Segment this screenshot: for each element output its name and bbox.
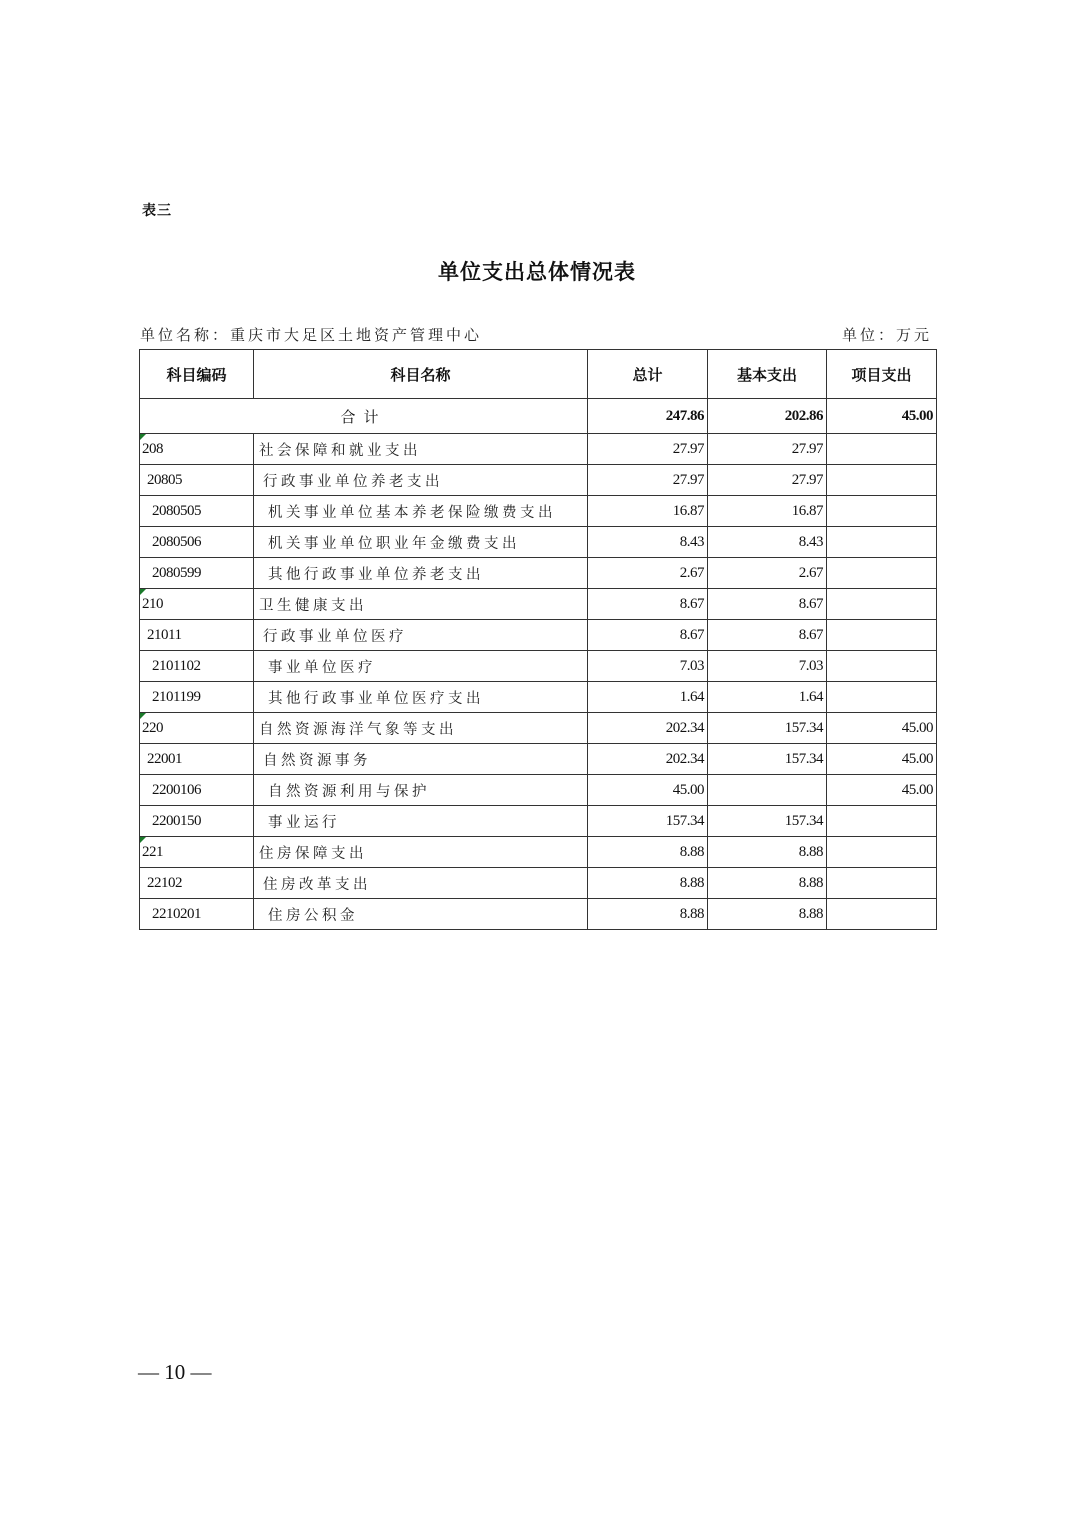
table-row <box>140 868 937 899</box>
basic-expenditure-cell <box>708 496 827 527</box>
subject-name-cell <box>254 465 588 496</box>
basic-expenditure-cell-text: 8.88 <box>798 874 823 891</box>
cell-comment-marker <box>140 713 146 719</box>
basic-expenditure-cell <box>708 527 827 558</box>
subject-code-cell <box>140 868 254 899</box>
total-label: 合计 <box>140 399 588 434</box>
subject-name-cell-text: 行政事业单位养老支出 <box>263 473 443 490</box>
page-number: — 10 — <box>138 1360 212 1384</box>
subject-name-cell-text: 自然资源事务 <box>263 752 371 769</box>
subject-code-cell <box>140 465 254 496</box>
total-cell-text: 7.03 <box>679 657 704 674</box>
subject-code-cell <box>140 713 254 744</box>
table-row <box>140 806 937 837</box>
header-project-expenditure: 项目支出 <box>827 350 937 399</box>
subject-name-cell-text: 机关事业单位职业年金缴费支出 <box>268 535 520 552</box>
subject-code-cell <box>140 527 254 558</box>
total-row <box>140 399 937 434</box>
table-number-label: 表三 <box>142 203 172 219</box>
project-expenditure-cell <box>827 744 937 775</box>
project-expenditure-cell-text: 45.00 <box>901 781 933 798</box>
subject-name-cell <box>254 589 588 620</box>
subject-name-cell <box>254 620 588 651</box>
subject-name-cell-text: 自然资源海洋气象等支出 <box>259 721 457 738</box>
subject-code-cell <box>140 651 254 682</box>
total-cell <box>588 589 708 620</box>
total-project-cell: 45.00 <box>827 399 937 434</box>
basic-expenditure-cell-text: 8.67 <box>798 626 823 643</box>
total-cell-text: 202.34 <box>665 719 704 736</box>
basic-expenditure-cell <box>708 806 827 837</box>
project-expenditure-cell <box>827 589 937 620</box>
subject-code-cell <box>140 620 254 651</box>
project-expenditure-cell <box>827 620 937 651</box>
subject-code-cell-text: 22001 <box>147 750 182 767</box>
table-row <box>140 465 937 496</box>
project-expenditure-cell-text: 45.00 <box>901 750 933 767</box>
total-cell <box>588 465 708 496</box>
basic-expenditure-cell <box>708 434 827 465</box>
total-cell-text: 8.67 <box>679 595 704 612</box>
total-cell-text: 8.88 <box>679 843 704 860</box>
subject-name-cell <box>254 682 588 713</box>
basic-expenditure-cell-text: 27.97 <box>791 471 823 488</box>
subject-name-cell <box>254 527 588 558</box>
project-expenditure-cell <box>827 899 937 930</box>
table-row <box>140 775 937 806</box>
subject-code-cell <box>140 496 254 527</box>
unit-name-text: 单位名称：重庆市大足区土地资产管理中心 <box>140 326 483 344</box>
project-expenditure-cell <box>827 465 937 496</box>
subject-code-cell-text: 20805 <box>147 471 182 488</box>
basic-expenditure-cell <box>708 744 827 775</box>
subject-name-cell <box>254 837 588 868</box>
project-expenditure-cell <box>827 682 937 713</box>
subject-name-cell-text: 住房改革支出 <box>263 876 371 893</box>
basic-expenditure-cell <box>708 682 827 713</box>
table-row <box>140 682 937 713</box>
subject-code-cell <box>140 837 254 868</box>
subject-name-cell <box>254 558 588 589</box>
table-row <box>140 651 937 682</box>
project-expenditure-cell <box>827 868 937 899</box>
subject-name-cell <box>254 434 588 465</box>
basic-expenditure-cell <box>708 465 827 496</box>
table-row <box>140 837 937 868</box>
basic-expenditure-cell-text: 157.34 <box>784 719 823 736</box>
total-cell <box>588 713 708 744</box>
subject-code-cell-text: 221 <box>142 843 163 860</box>
subject-name-cell <box>254 713 588 744</box>
basic-expenditure-cell-text: 8.67 <box>798 595 823 612</box>
basic-expenditure-cell <box>708 868 827 899</box>
total-cell-text: 8.43 <box>679 533 704 550</box>
total-cell <box>588 682 708 713</box>
table-row <box>140 527 937 558</box>
total-cell <box>588 837 708 868</box>
table-row <box>140 620 937 651</box>
project-expenditure-cell <box>827 775 937 806</box>
project-expenditure-cell <box>827 434 937 465</box>
subject-code-cell <box>140 682 254 713</box>
total-cell-text: 27.97 <box>672 471 704 488</box>
subject-code-cell <box>140 589 254 620</box>
basic-expenditure-cell-text: 8.88 <box>798 843 823 860</box>
subject-code-cell <box>140 899 254 930</box>
total-cell-text: 202.34 <box>665 750 704 767</box>
project-expenditure-cell <box>827 713 937 744</box>
basic-expenditure-cell <box>708 899 827 930</box>
basic-expenditure-cell-text: 8.43 <box>798 533 823 550</box>
subject-name-cell-text: 卫生健康支出 <box>259 597 367 614</box>
subject-code-cell-text: 2080505 <box>152 502 201 519</box>
basic-expenditure-cell-text: 1.64 <box>798 688 823 705</box>
basic-expenditure-cell <box>708 837 827 868</box>
total-cell <box>588 744 708 775</box>
basic-expenditure-cell-text: 2.67 <box>798 564 823 581</box>
total-cell <box>588 558 708 589</box>
total-cell-text: 27.97 <box>672 440 704 457</box>
total-cell-text: 2.67 <box>679 564 704 581</box>
table-row <box>140 434 937 465</box>
currency-unit-text: 单位：万元 <box>841 326 932 344</box>
basic-expenditure-cell-text: 16.87 <box>791 502 823 519</box>
subject-name-cell-text: 行政事业单位医疗 <box>263 628 407 645</box>
table-header-row <box>140 350 937 399</box>
subject-name-cell-text: 机关事业单位基本养老保险缴费支出 <box>268 504 556 521</box>
basic-expenditure-cell-text: 7.03 <box>798 657 823 674</box>
subject-name-cell <box>254 496 588 527</box>
total-cell-text: 16.87 <box>672 502 704 519</box>
total-cell <box>588 527 708 558</box>
subject-code-cell-text: 22102 <box>147 874 182 891</box>
total-cell-text: 8.67 <box>679 626 704 643</box>
subject-code-cell-text: 21011 <box>147 626 182 643</box>
subject-code-cell-text: 2101199 <box>152 688 201 705</box>
subject-code-cell <box>140 806 254 837</box>
subject-code-cell-text: 2080506 <box>152 533 201 550</box>
subject-code-cell-text: 210 <box>142 595 163 612</box>
total-cell <box>588 806 708 837</box>
total-cell-text: 157.34 <box>665 812 704 829</box>
subject-code-cell-text: 2080599 <box>152 564 201 581</box>
project-expenditure-cell <box>827 496 937 527</box>
total-basic-cell: 202.86 <box>708 399 827 434</box>
project-expenditure-cell <box>827 837 937 868</box>
total-cell-text: 8.88 <box>679 874 704 891</box>
subject-name-cell <box>254 744 588 775</box>
subject-name-cell-text: 事业运行 <box>268 814 340 831</box>
header-subject-code: 科目编码 <box>140 350 254 399</box>
basic-expenditure-cell <box>708 558 827 589</box>
project-expenditure-cell <box>827 558 937 589</box>
total-cell <box>588 651 708 682</box>
project-expenditure-cell <box>827 527 937 558</box>
expense-summary-table <box>139 349 937 930</box>
subject-name-cell-text: 其他行政事业单位医疗支出 <box>268 690 484 707</box>
basic-expenditure-cell <box>708 713 827 744</box>
total-cell <box>588 899 708 930</box>
subject-code-cell-text: 2101102 <box>152 657 201 674</box>
basic-expenditure-cell <box>708 651 827 682</box>
table-row <box>140 899 937 930</box>
project-expenditure-cell-text: 45.00 <box>901 719 933 736</box>
table-row <box>140 589 937 620</box>
subject-code-cell-text: 2200150 <box>152 812 201 829</box>
subject-name-cell <box>254 651 588 682</box>
document-title: 单位支出总体情况表 <box>438 259 636 284</box>
subject-code-cell-text: 2200106 <box>152 781 201 798</box>
header-subject-name: 科目名称 <box>254 350 588 399</box>
table-row <box>140 713 937 744</box>
basic-expenditure-cell <box>708 589 827 620</box>
basic-expenditure-cell-text: 8.88 <box>798 905 823 922</box>
basic-expenditure-cell <box>708 620 827 651</box>
header-total: 总计 <box>588 350 708 399</box>
subject-code-cell <box>140 744 254 775</box>
basic-expenditure-cell <box>708 775 827 806</box>
cell-comment-marker <box>140 837 146 843</box>
subject-name-cell <box>254 806 588 837</box>
table-row <box>140 496 937 527</box>
subject-name-cell <box>254 775 588 806</box>
total-cell <box>588 868 708 899</box>
cell-comment-marker <box>140 589 146 595</box>
subject-name-cell <box>254 899 588 930</box>
basic-expenditure-cell-text: 27.97 <box>791 440 823 457</box>
table-row <box>140 744 937 775</box>
subject-name-cell-text: 事业单位医疗 <box>268 659 376 676</box>
total-cell-text: 8.88 <box>679 905 704 922</box>
total-cell-text: 45.00 <box>672 781 704 798</box>
total-sum-cell: 247.86 <box>588 399 708 434</box>
subject-code-cell <box>140 434 254 465</box>
subject-name-cell <box>254 868 588 899</box>
subject-name-cell-text: 其他行政事业单位养老支出 <box>268 566 484 583</box>
subject-name-cell-text: 住房保障支出 <box>259 845 367 862</box>
total-cell <box>588 496 708 527</box>
cell-comment-marker <box>140 434 146 440</box>
header-basic-expenditure: 基本支出 <box>708 350 827 399</box>
basic-expenditure-cell-text: 157.34 <box>784 750 823 767</box>
project-expenditure-cell <box>827 806 937 837</box>
subject-code-cell <box>140 775 254 806</box>
subject-name-cell-text: 住房公积金 <box>268 907 358 924</box>
project-expenditure-cell <box>827 651 937 682</box>
subject-name-cell-text: 社会保障和就业支出 <box>259 442 421 459</box>
total-cell-text: 1.64 <box>679 688 704 705</box>
subject-code-cell-text: 2210201 <box>152 905 201 922</box>
total-cell <box>588 620 708 651</box>
subject-code-cell-text: 220 <box>142 719 163 736</box>
subject-code-cell <box>140 558 254 589</box>
subject-code-cell-text: 208 <box>142 440 163 457</box>
total-cell <box>588 775 708 806</box>
subject-name-cell-text: 自然资源利用与保护 <box>268 783 430 800</box>
basic-expenditure-cell-text: 157.34 <box>784 812 823 829</box>
table-row <box>140 558 937 589</box>
total-cell <box>588 434 708 465</box>
